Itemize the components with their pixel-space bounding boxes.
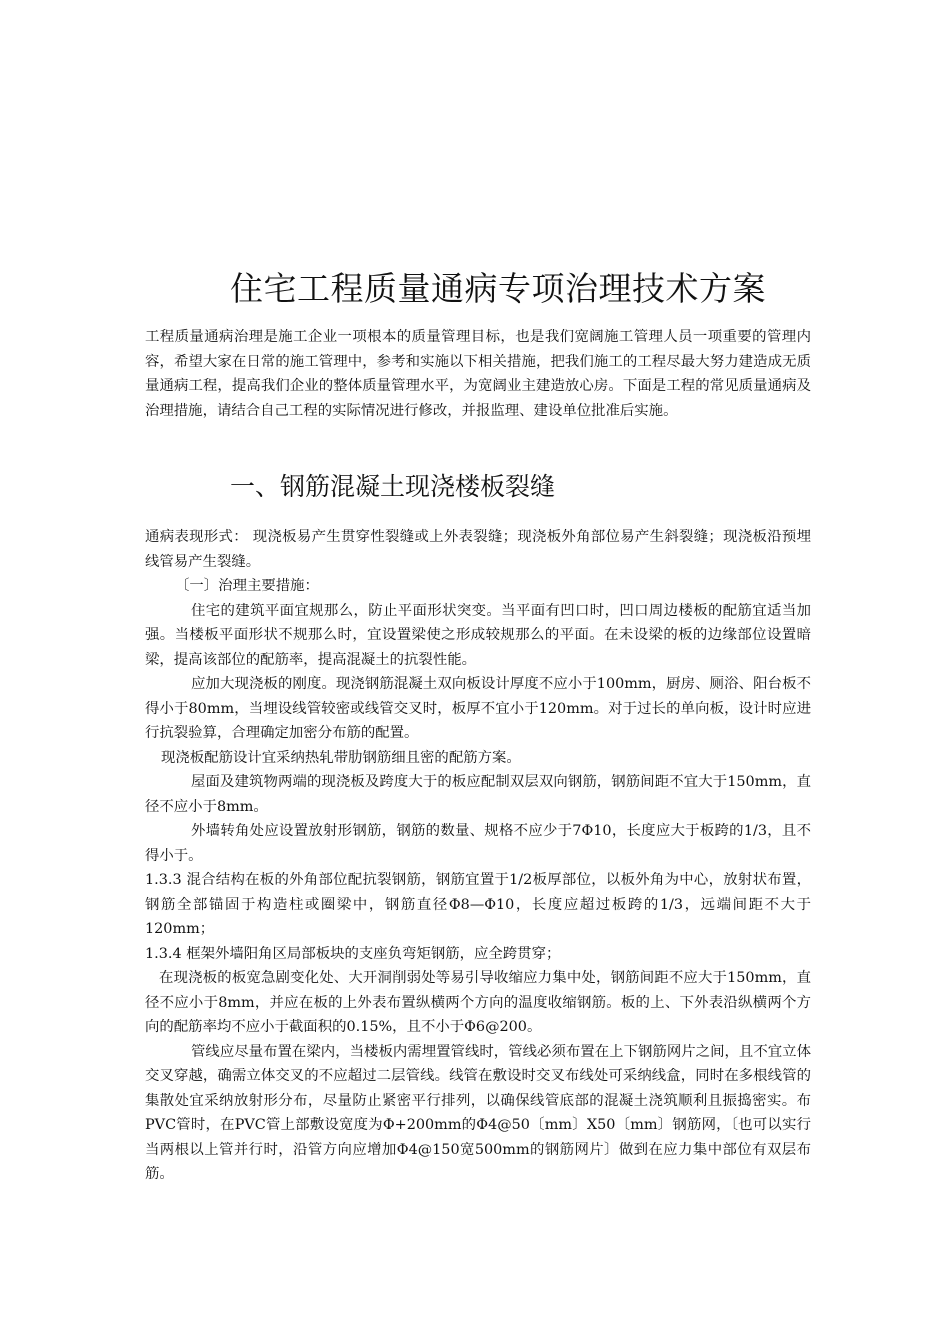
- paragraph-symptoms: 通病表现形式： 现浇板易产生贯穿性裂缝或上外表裂缝；现浇板外角部位易产生斜裂缝；现浇板沿预埋线管易产生裂缝。: [145, 529, 811, 570]
- paragraph-slab-stiffness: 应加大现浇板的刚度。现浇钢筋混凝土双向板设计厚度不应小于100mm，厨房、厕浴、阳台板不得小于80mm，当埋设线管较密或线管交叉时，板厚不宜小于120mm。对于过长的单向板，设计时应进行抗裂验算，合理确定加密分布筋的配置。: [145, 676, 811, 741]
- section-heading: 一、钢筋混凝土现浇楼板裂缝: [230, 472, 556, 501]
- paragraph-double-layer: 屋面及建筑物两端的现浇板及跨度大于的板应配制双层双向钢筋，钢筋间距不宜大于150mm，直径不应小于8mm。: [145, 774, 811, 815]
- paragraph-1-3-3: 1.3.3 混合结构在板的外角部位配抗裂钢筋，钢筋宜置于1/2板厚部位，以板外角为中心，放射状布置，钢筋全部锚固于构造柱或圈梁中，钢筋直径Φ8—Φ10，长度应超过板跨的1/3，远端间距不大于120mm；: [145, 872, 811, 937]
- intro-paragraph: 工程质量通病治理是施工企业一项根本的质量管理目标，也是我们宽阔施工管理人员一项重要的管理内容，希望大家在日常的施工管理中，参考和实施以下相关措施，把我们施工的工程尽最大努力建造成无质量通病工程，提高我们企业的整体质量管理水平，为宽阔业主建造放心房。下面是工程的常见质量通病及治理措施，请结合自己工程的实际情况进行修改，并报监理、建设单位批准后实施。: [145, 329, 811, 419]
- paragraph-rebar-scheme: 现浇板配筋设计宜采纳热轧带肋钢筋细且密的配筋方案。: [161, 749, 521, 766]
- document-title: 住宅工程质量通病专项治理技术方案: [230, 269, 766, 308]
- paragraph-plan-layout: 住宅的建筑平面宜规那么，防止平面形状突变。当平面有凹口时，凹口周边楼板的配筋宜适当加强。当楼板平面形状不规那么时，宜设置梁使之形成较规那么的平面。在未设梁的板的边缘部位设置暗梁，提高该部位的配筋率，提高混凝土的抗裂性能。: [145, 602, 811, 668]
- paragraph-conduit-layout: 管线应尽量布置在梁内，当楼板内需埋置管线时，管线必须布置在上下钢筋网片之间，且不宜立体交叉穿越，确需立体交叉的不应超过二层管线。线管在敷设时交叉布线处可采纳线盒，同时在多根线管的集散处宜采纳放射形分布，尽量防止紧密平行排列，以确保线管底部的混凝土浇筑顺利且振捣密实。布PVC管时，在PVC管上部敷设宽度为Φ+200mm的Φ4@50〔mm〕X50〔mm〕钢筋网，〔也可以实行当两根以上管并行时，沿管方向应增加Φ4@150宽500mm的钢筋网片〕做到在应力集中部位有双层布筋。: [145, 1043, 811, 1182]
- paragraph-measures-heading: 〔一〕治理主要措施：: [175, 578, 319, 594]
- paragraph-corner-rebar: 外墙转角处应设置放射形钢筋，钢筋的数量、规格不应少于7Φ10，长度应大于板跨的1/3，且不得小于。: [145, 823, 811, 864]
- paragraph-stress-concentration: 在现浇板的板宽急剧变化处、大开洞削弱处等易引导收缩应力集中处，钢筋间距不应大于150mm，直径不应小于8mm，并应在板的上外表布置纵横两个方向的温度收缩钢筋。板的上、下外表沿纵横两个方向的配筋率均不应小于截面积的0.15%，且不小于Φ6@200。: [145, 970, 811, 1035]
- intro-block: [145, 325, 811, 423]
- paragraph-1-3-4: 1.3.4 框架外墙阳角区局部板块的支座负弯矩钢筋，应全跨贯穿；: [145, 945, 561, 962]
- section-body: [145, 525, 811, 1187]
